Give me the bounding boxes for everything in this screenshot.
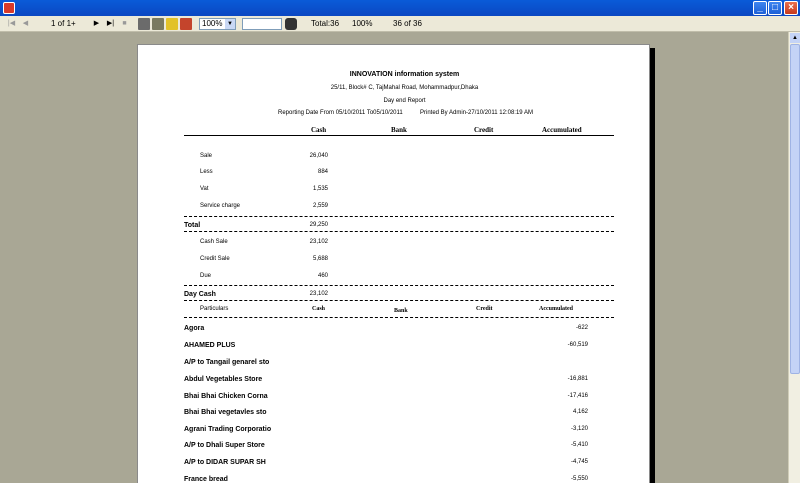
scroll-up-icon[interactable]: ▲ <box>790 33 800 43</box>
summary-cash: 460 <box>317 273 328 279</box>
day-cash-value: 23,102 <box>309 291 328 297</box>
col-bank: Bank <box>391 126 407 134</box>
col-accumulated: Accumulated <box>542 126 582 134</box>
divider <box>184 285 614 286</box>
header-rule <box>184 135 614 136</box>
col2-cash: Cash <box>312 306 326 312</box>
party-accumulated: -4,745 <box>570 459 588 465</box>
summary-cash: 5,688 <box>312 256 328 262</box>
summary-cash: 884 <box>317 169 328 175</box>
export-icon[interactable] <box>180 18 192 30</box>
chevron-down-icon: ▼ <box>225 19 235 29</box>
party-accumulated: -5,550 <box>570 476 588 482</box>
zoom-select[interactable] <box>199 18 236 30</box>
print-setup-icon[interactable] <box>152 18 164 30</box>
party-accumulated: -60,519 <box>567 342 588 348</box>
party-name: A/P to Dhali Super Store <box>184 442 265 449</box>
party-accumulated: -5,410 <box>570 442 588 448</box>
party-accumulated: -17,416 <box>567 393 588 399</box>
summary-cash: 2,559 <box>312 203 328 209</box>
summary-label: Less <box>200 169 213 175</box>
divider <box>184 231 614 232</box>
party-name: A/P to DIDAR SUPAR SH <box>184 459 266 466</box>
col2-bank: Bank <box>394 308 408 314</box>
maximize-icon[interactable]: □ <box>768 1 782 15</box>
col2-accumulated: Accumulated <box>539 306 573 312</box>
party-name: Agrani Trading Corporatio <box>184 426 272 433</box>
divider <box>184 216 614 217</box>
printed-by: Printed By Admin-27/10/2011 12:08:19 AM <box>420 110 533 116</box>
stop-button[interactable]: ■ <box>122 20 127 27</box>
party-name: Agora <box>184 325 205 332</box>
summary-cash: 26,040 <box>309 153 328 159</box>
summary-cash: 23,102 <box>309 239 328 245</box>
record-label: 36 of 36 <box>393 19 422 28</box>
col2-credit: Credit <box>476 306 493 312</box>
party-name: Bhai Bhai vegetavles sto <box>184 409 267 416</box>
party-name: A/P to Tangail genarel sto <box>184 359 270 366</box>
percent-label: 100% <box>352 19 373 28</box>
binoculars-icon[interactable] <box>285 18 297 30</box>
search-input[interactable] <box>242 18 282 30</box>
print-icon[interactable] <box>138 18 150 30</box>
report-page <box>137 44 650 483</box>
col2-particulars: Particulars <box>200 306 229 312</box>
party-accumulated: -3,120 <box>570 426 588 432</box>
summary-label: Cash Sale <box>200 239 228 245</box>
party-accumulated: -16,881 <box>567 376 588 382</box>
party-accumulated: 4,162 <box>572 409 588 415</box>
day-cash-label: Day Cash <box>184 291 216 298</box>
page-indicator: 1 of 1+ <box>51 19 76 28</box>
report-toolbar <box>0 16 800 32</box>
close-icon[interactable]: × <box>784 1 798 15</box>
scroll-thumb[interactable] <box>790 44 800 374</box>
total-cash: 29,250 <box>309 222 328 228</box>
zoom-value: 100% <box>202 19 223 28</box>
total-label: Total:36 <box>311 19 340 28</box>
company-address: 25/11, Block# C, TajMahal Road, Mohammadpur,Dhaka <box>330 85 479 91</box>
divider <box>184 300 614 301</box>
minimize-icon[interactable]: _ <box>753 1 767 15</box>
summary-label: Sale <box>200 153 213 159</box>
refresh-icon[interactable] <box>166 18 178 30</box>
summary-label: Service charge <box>200 203 241 209</box>
reporting-date: Reporting Date From 05/10/2011 To05/10/2011 <box>278 110 403 116</box>
report-viewer <box>0 32 788 483</box>
party-name: Abdul Vegetables Store <box>184 376 263 383</box>
prev-page-button[interactable]: ◀ <box>22 20 29 27</box>
party-name: AHAMED PLUS <box>184 342 236 349</box>
first-page-button[interactable]: |◀ <box>7 20 16 27</box>
summary-label: Credit Sale <box>200 256 230 262</box>
summary-label: Vat <box>200 186 209 192</box>
party-name: France bread <box>184 476 228 483</box>
next-page-button[interactable]: ▶ <box>93 20 100 27</box>
report-name: Day end Report <box>383 98 426 104</box>
divider <box>184 317 614 318</box>
col-credit: Credit <box>474 126 494 134</box>
party-name: Bhai Bhai Chicken Corna <box>184 393 268 400</box>
last-page-button[interactable]: ▶| <box>106 20 115 27</box>
company-name: INNOVATION information system <box>349 71 460 78</box>
col-cash: Cash <box>311 126 327 134</box>
summary-label: Due <box>200 273 212 279</box>
vertical-scrollbar[interactable] <box>788 32 800 483</box>
total-label: Total <box>184 222 201 229</box>
title-bar <box>0 0 800 16</box>
party-accumulated: -622 <box>575 325 588 331</box>
summary-cash: 1,535 <box>312 186 328 192</box>
app-icon <box>3 2 15 14</box>
